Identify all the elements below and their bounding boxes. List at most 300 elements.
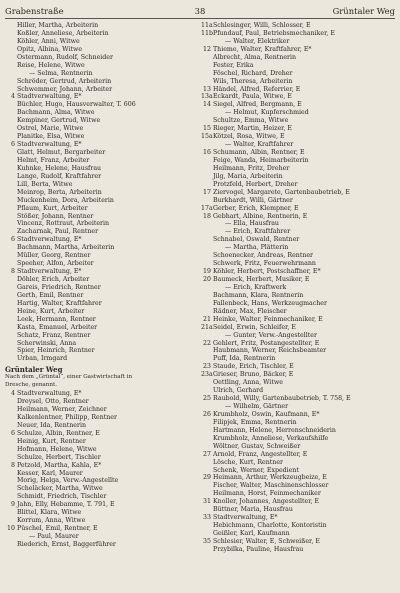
resident-text: Ostrel, Marie, Witwe <box>17 125 84 133</box>
house-number: 29 <box>203 474 211 482</box>
resident-text: — Paul, Maurer <box>29 533 79 540</box>
house-number: 33 <box>203 514 211 522</box>
resident-text: Heimann, Arthur, Werkzeugbeize, E <box>213 474 327 482</box>
resident-text: Scheläcker, Martha, Witwe <box>17 485 103 493</box>
resident-entry <box>5 220 195 228</box>
page-number: 38 <box>194 6 206 16</box>
resident-text: Geißler, Karl, Kaufmann <box>213 530 290 537</box>
resident-text: — Erich, Kraftfahrer <box>225 228 291 236</box>
resident-entry <box>201 427 395 435</box>
resident-text: Ziervogel, Margarete, Gartenbaubetrieb, E <box>213 188 350 196</box>
resident-entry <box>201 308 395 316</box>
house-number: 17 <box>203 188 211 196</box>
right-column <box>201 22 395 554</box>
resident-text: Albrecht, Alma, Rentnerin <box>213 53 297 61</box>
resident-entry <box>201 347 395 355</box>
resident-entry <box>201 443 395 451</box>
resident-text: Knoller, Johannes, Angestellter, E <box>213 498 320 506</box>
resident-text: Vincenz, Rottraut, Arbeiterin <box>17 220 110 228</box>
resident-entry <box>5 70 195 78</box>
resident-text: Rädner, Max, Fleischer <box>213 307 287 315</box>
resident-text: Heinke, Walter, Feinmechaniker, E <box>213 315 323 323</box>
resident-text: Schlesier, Walter, E, Schweißer, E <box>213 537 320 545</box>
header-street-end: Grüntaler Weg <box>332 6 395 16</box>
resident-text: Schlesinger, Willi, Schlosser, E <box>213 22 311 29</box>
resident-entry <box>5 454 195 462</box>
house-number: 22 <box>203 339 211 347</box>
resident-entry <box>5 54 195 62</box>
resident-entry <box>5 133 195 141</box>
resident-entry <box>201 284 395 292</box>
resident-text: Jilg, Maria, Arbeiterin <box>213 172 283 180</box>
resident-entry <box>5 141 195 149</box>
resident-entry <box>5 398 195 406</box>
resident-text: Lösche, Kurt, Rentner <box>213 458 284 466</box>
house-number: 8 <box>11 268 15 276</box>
resident-entry <box>5 485 195 493</box>
resident-entry <box>201 173 395 181</box>
resident-text: Fallenbeck, Hans, Werkzeugmacher <box>213 299 327 307</box>
resident-text: Stadtverwaltung, E* <box>213 514 278 522</box>
resident-entry <box>201 157 395 165</box>
resident-text: Schulze, Albin, Rentner, E <box>17 429 100 437</box>
resident-entry <box>201 117 395 125</box>
street-name: Grüntaler Weg <box>5 366 63 375</box>
resident-text: — Helmut, Kupferschmied <box>225 109 309 117</box>
resident-entry <box>201 197 395 205</box>
house-number: 11a <box>201 22 213 29</box>
resident-entry <box>201 141 395 149</box>
resident-text: — Walter, Elektriker <box>225 37 290 45</box>
resident-entry <box>5 355 195 363</box>
resident-entry <box>201 316 395 324</box>
house-number: 16 <box>203 149 211 156</box>
resident-entry <box>5 509 195 517</box>
left-column <box>5 22 195 549</box>
resident-entry <box>5 165 195 173</box>
resident-text: Ulrich, Gerhard <box>213 387 264 395</box>
resident-text: — Wilhelm, Gärtner <box>225 403 289 410</box>
resident-entry <box>201 371 395 379</box>
resident-text: Gerth, Emil, Rentner <box>17 291 84 299</box>
resident-text: Krumbholz, Oswin, Kaufmann, E* <box>213 410 320 418</box>
resident-entry <box>201 109 395 117</box>
resident-entry <box>201 70 395 78</box>
resident-entry <box>5 276 195 284</box>
resident-entry <box>201 78 395 86</box>
resident-text: Reise, Helene, Witwe <box>17 61 85 69</box>
resident-text: Opitz, Albina, Witwe <box>17 45 83 53</box>
resident-text: Heinig, Kurt, Rentner <box>17 437 86 445</box>
resident-entry <box>5 62 195 70</box>
house-number: 9 <box>11 501 15 509</box>
resident-entry <box>5 493 195 501</box>
resident-text: Stadtverwaltung, E* <box>17 268 82 276</box>
resident-text: Müller, Georg, Rentner <box>17 252 91 260</box>
resident-entry <box>5 446 195 454</box>
resident-text: Hofmann, Helene, Witwe <box>17 445 97 453</box>
resident-text: Kempiner, Gertrud, Witwe <box>17 117 101 125</box>
resident-entry <box>201 30 395 38</box>
resident-text: Spier, Heinrich, Rentner <box>17 347 95 355</box>
resident-text: Seidel, Erwin, Schleifer, E <box>213 323 296 331</box>
house-number: 18 <box>203 212 211 220</box>
house-number: 26 <box>203 410 211 418</box>
resident-text: Urban, Irmgard <box>17 355 68 363</box>
resident-entry <box>201 276 395 284</box>
resident-text: Schumann, Albin, Rentner, E <box>213 149 305 156</box>
resident-entry <box>201 419 395 427</box>
resident-entry <box>201 355 395 363</box>
resident-entry <box>201 268 395 276</box>
resident-text: Gareis, Friedrich, Rentner <box>17 283 101 291</box>
house-number: 23 <box>203 363 211 371</box>
resident-text: Schwemmer, Johann, Arbeiter <box>17 85 113 93</box>
resident-text: Neuer, Ida, Rentnerin <box>17 421 87 429</box>
resident-entry <box>201 506 395 514</box>
resident-entry <box>201 514 395 522</box>
resident-text: Büchler, Hugo, Hausverwalter, T. 606 <box>17 101 136 109</box>
resident-entry <box>5 173 195 181</box>
resident-entry <box>201 125 395 133</box>
resident-text: Stößer, Johann, Rentner <box>17 212 94 220</box>
resident-text: Heilmann, Werner, Zeichner <box>17 406 107 413</box>
resident-text: Köhler, Herbert, Postschaffner, E* <box>213 268 321 276</box>
resident-entry <box>5 406 195 414</box>
resident-text: Przybilka, Pauline, Hausfrau <box>213 545 304 553</box>
resident-text: Föschel, Richard, Dreher <box>213 69 293 77</box>
house-number: 4 <box>11 93 15 101</box>
house-number: 35 <box>203 537 211 545</box>
resident-text: Kalkenlentner, Philipp, Rentner <box>17 413 117 421</box>
resident-entry <box>5 300 195 308</box>
resident-text: Blittel, Klara, Witwe <box>17 509 82 517</box>
house-number: 17a <box>201 204 213 212</box>
resident-text: Hebichmann, Charlotte, Kontoristin <box>213 522 327 530</box>
resident-entry <box>201 260 395 268</box>
resident-entry <box>201 228 395 236</box>
resident-entry <box>5 101 195 109</box>
house-number: 10 <box>7 525 15 533</box>
resident-entry <box>201 459 395 467</box>
resident-entry <box>201 252 395 260</box>
resident-text: Kuhnke, Helene, Hausfrau <box>17 164 102 172</box>
resident-text: Hartig, Walter, Kraftfahrer <box>17 299 102 307</box>
resident-text: Krumbholz, Anneliese, Verkaufshilfe <box>213 434 329 442</box>
resident-entry <box>201 38 395 46</box>
resident-text: Gehlert, Fritz, Postangestellter, E <box>213 339 320 347</box>
resident-text: Schoenecker, Andreas, Rentner <box>213 252 314 260</box>
resident-text: — Gunter, Verw.-Angestellter <box>225 331 317 339</box>
resident-entry <box>201 538 395 546</box>
resident-text: Kötzel, Rosa, Witwe, E <box>213 133 285 141</box>
resident-entry <box>201 205 395 213</box>
resident-text: — Walter, Kraftfahrer <box>225 141 294 149</box>
resident-text: Schmidt, Friedrich, Tischler <box>17 493 107 501</box>
resident-text: Planitke, Elsa, Witwe <box>17 133 85 141</box>
resident-entry <box>5 205 195 213</box>
resident-entry <box>5 46 195 54</box>
resident-text: Zacharnak, Paul, Rentner <box>17 228 99 236</box>
resident-text: Bachmann, Klara, Rentnerin <box>213 291 304 299</box>
resident-text: Ostermann, Rudolf, Schneider <box>17 53 113 61</box>
house-number: 21 <box>203 315 211 323</box>
house-number: 27 <box>203 450 211 458</box>
header-rule <box>5 18 395 19</box>
resident-entry <box>5 93 195 101</box>
resident-text: Meinrop, Berta, Arbeiterin <box>17 188 102 196</box>
resident-entry <box>201 46 395 54</box>
resident-text: Heine, Kurt, Arbeiter <box>17 307 85 315</box>
resident-entry <box>201 522 395 530</box>
resident-entry <box>201 530 395 538</box>
resident-text: Baumeck, Herbert, Musiker, E <box>213 276 310 283</box>
resident-text: Lange, Rudolf, Kraftfahrer <box>17 172 102 180</box>
resident-entry <box>5 438 195 446</box>
resident-entry <box>201 189 395 197</box>
resident-text: Rieger, Martin, Heizer, E <box>213 125 292 133</box>
resident-text: Hiller, Martha, Arbeiterin <box>17 22 99 29</box>
house-number: 8 <box>11 461 15 469</box>
house-number: 13a <box>201 93 213 101</box>
resident-entry <box>201 101 395 109</box>
resident-entry <box>201 300 395 308</box>
resident-entry <box>201 395 395 403</box>
resident-entry <box>5 197 195 205</box>
resident-entry <box>201 22 395 30</box>
resident-entry <box>5 316 195 324</box>
resident-entry <box>5 117 195 125</box>
resident-entry <box>5 541 195 549</box>
resident-text: Döhler, Erich, Arbeiter <box>17 276 90 283</box>
resident-entry <box>5 525 195 533</box>
resident-text: Pflaum, Kurt, Arbeiter <box>17 204 88 212</box>
resident-entry <box>5 125 195 133</box>
resident-entry <box>201 363 395 371</box>
resident-entry <box>5 228 195 236</box>
resident-text: Fischer, Walter, Maschinenschlosser <box>213 482 329 490</box>
resident-text: Wöltner, Gustav, Schweißer <box>213 442 301 450</box>
resident-text: Händel, Alfred, Referrier, E <box>213 85 301 93</box>
resident-text: Morig, Helga, Verw.-Angestellte <box>17 477 119 485</box>
resident-text: Schwerk, Fritz, Feuerwehrmann <box>213 260 316 268</box>
resident-entry <box>5 86 195 94</box>
street-note <box>5 382 195 390</box>
resident-text: — Selma, Rentnerin <box>29 69 93 77</box>
resident-entry <box>201 490 395 498</box>
resident-entry <box>5 157 195 165</box>
header-street-start: Grabenstraße <box>5 6 64 16</box>
resident-entry <box>201 62 395 70</box>
resident-entry <box>201 324 395 332</box>
resident-text: Petzold, Martha, Kahla, E* <box>17 461 102 469</box>
resident-entry <box>201 236 395 244</box>
resident-text: Puff, Ida, Rentnerin <box>213 355 276 363</box>
resident-text: — Ella, Hausfrau <box>225 220 279 228</box>
resident-entry <box>201 54 395 62</box>
resident-text: Leek, Hermann, Rentner <box>17 315 96 323</box>
resident-text: Heilmann, Horst, Feinmechaniker <box>213 490 321 498</box>
resident-text: Schulze, Herbert, Tischler <box>17 453 101 461</box>
resident-entry <box>201 340 395 348</box>
resident-text: Korrum, Anna, Witwe <box>17 517 86 525</box>
resident-text: Bachmann, Martha, Arbeiterin <box>17 244 115 252</box>
resident-text: Scherwinski, Anna <box>17 339 77 347</box>
resident-entry <box>201 292 395 300</box>
resident-entry <box>5 38 195 46</box>
resident-entry <box>5 284 195 292</box>
resident-entry <box>201 244 395 252</box>
resident-entry <box>5 78 195 86</box>
resident-entry <box>5 244 195 252</box>
resident-entry <box>5 308 195 316</box>
resident-entry <box>5 501 195 509</box>
resident-text: Pfundauf, Paul, Betriebsmechaniker, E <box>213 29 335 37</box>
resident-entry <box>201 387 395 395</box>
house-number: 23a <box>201 371 213 379</box>
resident-entry <box>201 379 395 387</box>
house-number: 13 <box>203 85 211 93</box>
resident-entry <box>201 220 395 228</box>
resident-text: Oettling, Anna, Witwe <box>213 379 283 387</box>
house-number: 11b <box>201 29 213 37</box>
resident-text: Gebhart, Albine, Rentnerin, E <box>213 212 308 220</box>
resident-entry <box>201 93 395 101</box>
resident-entry <box>201 451 395 459</box>
resident-entry <box>201 482 395 490</box>
resident-entry <box>5 414 195 422</box>
resident-entry <box>5 236 195 244</box>
resident-entry <box>5 149 195 157</box>
resident-entry <box>5 22 195 30</box>
resident-text: Hartmann, Helene, Herrenschneiderin <box>213 426 336 434</box>
resident-entry <box>5 189 195 197</box>
resident-text: Schenk, Werner, Expedient <box>213 466 299 474</box>
house-number: 20 <box>203 276 211 283</box>
resident-text: Raubold, Willy, Gartenbaubetrieb, T. 758, E <box>213 395 351 403</box>
resident-text: Kesser, Karl, Maurer <box>17 469 83 477</box>
page-header <box>5 4 395 18</box>
resident-entry <box>5 213 195 221</box>
resident-text: Bachmann, Alma, Witwe <box>17 109 95 117</box>
resident-entry <box>201 435 395 443</box>
resident-entry <box>5 292 195 300</box>
resident-text: Gerber, Erich, Klempner, E <box>213 204 299 212</box>
resident-text: Schultze, Emma, Witwe <box>213 117 289 125</box>
resident-text: Grieser, Bruno, Bäcker, E <box>213 371 294 379</box>
resident-text: Feige, Wanda, Heimarbeiterin <box>213 156 309 164</box>
resident-entry <box>201 403 395 411</box>
note-text: Dresche, genannt. <box>5 382 58 389</box>
resident-text: Koßler, Anneliese, Arbeiterin <box>17 29 109 37</box>
resident-text: Arnold, Franz, Angestellter, E <box>213 450 308 458</box>
resident-entry <box>5 477 195 485</box>
resident-text: Eckardt, Paula, Witwe, E <box>213 93 292 101</box>
resident-text: Haubmann, Werner, Reichsbeamter <box>213 347 327 355</box>
resident-entry <box>5 390 195 398</box>
resident-text: Schröder, Gertrud, Arbeiterin <box>17 77 112 85</box>
resident-entry <box>201 165 395 173</box>
resident-entry <box>201 474 395 482</box>
resident-entry <box>201 498 395 506</box>
house-number: 31 <box>203 498 211 506</box>
resident-text: Helmt, Franz, Arbeiter <box>17 156 90 164</box>
resident-entry <box>5 181 195 189</box>
resident-entry <box>201 411 395 419</box>
resident-entry <box>5 517 195 525</box>
resident-text: Muckenheim, Dora, Arbeiterin <box>17 196 114 204</box>
house-number: 12 <box>203 45 211 53</box>
resident-text: Staude, Erich, Tischler, E <box>213 363 294 371</box>
resident-entry <box>201 467 395 475</box>
resident-text: Stadtverwaltung, E* <box>17 93 82 101</box>
resident-text: Büttner, Maria, Hausfrau <box>213 506 293 514</box>
resident-text: Filipjek, Emma, Rentnerin <box>213 418 297 426</box>
house-number: 6 <box>11 429 15 437</box>
house-number: 6 <box>11 141 15 149</box>
house-number: 25 <box>203 395 211 403</box>
resident-entry <box>5 268 195 276</box>
resident-entry <box>201 149 395 157</box>
resident-text: Schatz, Franz, Rentner <box>17 331 91 339</box>
resident-text: Speeher, Alfon, Arbeiter <box>17 260 94 268</box>
resident-text: Stadtverwaltung, E* <box>17 390 82 398</box>
resident-text: Stadtverwaltung, E* <box>17 141 82 149</box>
resident-text: Jahn, Elly, Hebamme, T. 791, E <box>17 501 115 509</box>
street-note <box>5 374 195 382</box>
resident-text: Stadtverwaltung, E* <box>17 236 82 244</box>
resident-entry <box>5 252 195 260</box>
resident-entry <box>201 332 395 340</box>
resident-text: — Erich, Kraftwerk <box>225 283 287 291</box>
resident-text: — Martha, Plätterin <box>225 244 289 252</box>
resident-entry <box>201 213 395 221</box>
resident-entry <box>5 324 195 332</box>
resident-entry <box>5 347 195 355</box>
resident-entry <box>5 260 195 268</box>
street-heading <box>5 366 195 374</box>
house-number: 14 <box>203 101 211 109</box>
resident-entry <box>201 86 395 94</box>
resident-entry <box>5 422 195 430</box>
resident-entry <box>201 546 395 554</box>
resident-text: Glatt, Helmut, Bergarbeiter <box>17 149 106 156</box>
resident-text: Kasta, Emanuel, Arbeiter <box>17 323 98 331</box>
resident-text: Riederich, Ernst, Baggerführer <box>17 540 116 548</box>
note-text: Nach dem „Grüntal“, einer Gastwirtschaft in <box>5 374 133 381</box>
resident-text: Schnabel, Oswald, Rentner <box>213 236 300 244</box>
house-number: 19 <box>203 268 211 276</box>
resident-text: Thieme, Walter, Kraftfahrer, E* <box>213 45 312 53</box>
resident-entry <box>5 462 195 470</box>
house-number: 6 <box>11 236 15 244</box>
resident-entry <box>5 340 195 348</box>
resident-text: Wils, Theresa, Arbeiterin <box>213 77 293 85</box>
resident-text: Püschel, Emil, Rentner, E <box>17 525 98 533</box>
house-number: 15a <box>201 133 213 141</box>
resident-entry <box>5 109 195 117</box>
resident-text: Siegel, Alfred, Bergmann, E <box>213 101 302 109</box>
resident-text: Heilmann, Fritz, Dreher <box>213 164 290 172</box>
resident-entry <box>5 533 195 541</box>
resident-text: Protzfeld, Herbert, Dreher <box>213 180 298 188</box>
house-number: 15 <box>203 125 211 133</box>
house-number: 21a <box>201 323 213 331</box>
resident-entry <box>5 332 195 340</box>
resident-text: Fester, Erika <box>213 61 254 69</box>
house-number: 4 <box>11 390 15 398</box>
resident-entry <box>5 430 195 438</box>
